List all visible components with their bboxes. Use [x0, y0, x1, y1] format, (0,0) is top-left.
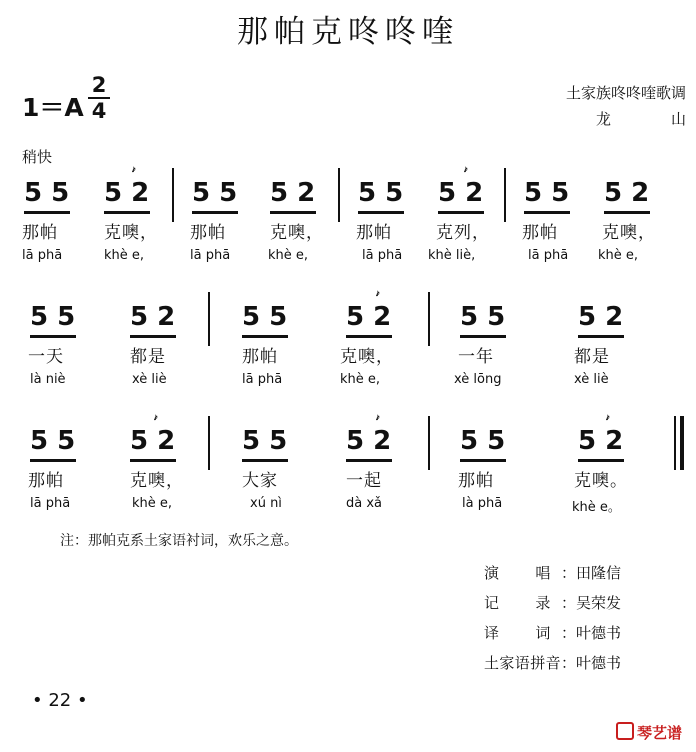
pinyin: khè e, — [598, 248, 639, 263]
footnote: 注：那帕克系土家语衬词，欢乐之意。 — [60, 533, 298, 549]
beam-underline — [524, 211, 570, 214]
credit-label: 记 录： — [484, 594, 576, 612]
pinyin: khè e。 — [572, 500, 621, 515]
pinyin: là niè — [30, 372, 66, 387]
beam-underline — [242, 335, 288, 338]
pinyin: xè lōng — [454, 372, 502, 387]
note-group: 5 2 — [578, 302, 624, 332]
credit-name: 叶德书 — [576, 654, 622, 672]
note-group: 5 5 — [524, 178, 570, 208]
beam-underline — [604, 211, 650, 214]
pinyin: lā phā — [528, 248, 569, 263]
note-group: 5 5 — [460, 426, 506, 456]
credit-name: 叶德书 — [576, 624, 622, 642]
lyric: 克列， — [436, 223, 490, 243]
source-region: 龙 山 — [595, 110, 686, 128]
beam-underline — [578, 335, 624, 338]
beam-underline — [130, 335, 176, 338]
note-group: 5 2 — [130, 426, 176, 456]
beam-underline — [346, 459, 392, 462]
credit-label: 土家语拼音： — [484, 654, 576, 672]
final-barline-thick — [680, 416, 684, 470]
note-group: 5 5 — [30, 302, 76, 332]
lyric: 那帕 — [522, 223, 558, 243]
lyric: 那帕 — [458, 471, 494, 491]
beam-underline — [346, 335, 392, 338]
lyric: 克噢， — [602, 223, 656, 243]
trill-ornament-icon: 𝆔 — [376, 412, 379, 423]
credit-translator — [484, 622, 621, 643]
note-group: 5 2 — [438, 178, 484, 208]
credit-performer — [484, 562, 621, 583]
lyric: 一起 — [346, 471, 382, 491]
pinyin: lā phā — [190, 248, 231, 263]
credit-name: 田隆信 — [576, 564, 622, 582]
note-group: 5 2 — [270, 178, 316, 208]
credit-label: 演 唱： — [484, 564, 576, 582]
barline — [172, 168, 174, 222]
barline — [208, 416, 210, 470]
lyric: 都是 — [574, 347, 610, 367]
note-group: 5 5 — [358, 178, 404, 208]
pinyin: khè liè, — [428, 248, 476, 263]
barline — [208, 292, 210, 346]
beam-underline — [358, 211, 404, 214]
lyric: 一天 — [28, 347, 64, 367]
trill-ornament-icon: 𝆔 — [464, 164, 467, 175]
pinyin: lā phā — [30, 496, 71, 511]
lyric: 那帕 — [190, 223, 226, 243]
beam-underline — [270, 211, 316, 214]
pinyin: lā phā — [362, 248, 403, 263]
credit-label: 译 词： — [484, 624, 576, 642]
lyric: 克噢， — [270, 223, 324, 243]
barline — [428, 292, 430, 346]
beam-underline — [24, 211, 70, 214]
lyric: 克噢。 — [574, 471, 628, 491]
beam-underline — [30, 335, 76, 338]
trill-ornament-icon: 𝆔 — [132, 164, 135, 175]
beam-underline — [438, 211, 484, 214]
barline — [338, 168, 340, 222]
beam-underline — [192, 211, 238, 214]
note-group: 5 5 — [242, 302, 288, 332]
trill-ornament-icon: 𝆔 — [606, 412, 609, 423]
pinyin: xú nì — [250, 496, 282, 511]
barline — [504, 168, 506, 222]
credit-recorder — [484, 592, 621, 613]
beam-underline — [104, 211, 150, 214]
trill-ornament-icon: 𝆔 — [376, 288, 379, 299]
note-group: 5 5 — [460, 302, 506, 332]
lyric: 那帕 — [22, 223, 58, 243]
trill-ornament-icon: 𝆔 — [154, 412, 157, 423]
lyric: 那帕 — [28, 471, 64, 491]
pinyin: xè liè — [574, 372, 609, 387]
pinyin: khè e, — [132, 496, 173, 511]
source-ethnic-tune: 土家族咚咚喹歌调 — [565, 84, 686, 102]
note-group: 5 2 — [346, 426, 392, 456]
tempo-marking: 稍快 — [22, 148, 53, 166]
credit-pinyin — [484, 652, 621, 673]
lyric: 大家 — [242, 471, 278, 491]
beam-underline — [460, 459, 506, 462]
note-group: 5 2 — [604, 178, 650, 208]
beam-underline — [578, 459, 624, 462]
note-group: 5 2 — [346, 302, 392, 332]
note-group: 5 5 — [24, 178, 70, 208]
credit-name: 吴荣发 — [576, 594, 622, 612]
note-group: 5 2 — [130, 302, 176, 332]
barline — [428, 416, 430, 470]
pinyin: khè e, — [104, 248, 145, 263]
pinyin: xè liè — [132, 372, 167, 387]
beam-underline — [460, 335, 506, 338]
time-signature — [88, 74, 110, 122]
lyric: 那帕 — [242, 347, 278, 367]
beam-underline — [242, 459, 288, 462]
lyric: 克噢， — [340, 347, 394, 367]
time-signature-bottom: 4 — [91, 99, 107, 123]
lyric: 克噢， — [104, 223, 158, 243]
lyric: 都是 — [130, 347, 166, 367]
note-group: 5 5 — [242, 426, 288, 456]
beam-underline — [30, 459, 76, 462]
lyric: 那帕 — [356, 223, 392, 243]
watermark-icon — [616, 722, 634, 740]
pinyin: dà xǎ — [346, 496, 383, 511]
final-barline-thin — [674, 416, 676, 470]
note-group: 5 5 — [30, 426, 76, 456]
key-signature: 1＝A — [22, 93, 84, 122]
note-group: 5 5 — [192, 178, 238, 208]
time-signature-top: 2 — [91, 73, 107, 97]
note-group: 5 2 — [578, 426, 624, 456]
pinyin: là phā — [462, 496, 503, 511]
pinyin: lā phā — [22, 248, 63, 263]
song-title: 那帕克咚咚喹 — [237, 14, 459, 50]
note-group: 5 2 — [104, 178, 150, 208]
lyric: 一年 — [458, 347, 494, 367]
page-number: • 22 • — [32, 690, 88, 711]
pinyin: khè e, — [340, 372, 381, 387]
pinyin: lā phā — [242, 372, 283, 387]
watermark-logo — [616, 722, 682, 743]
watermark-text: 琴艺谱 — [636, 724, 682, 742]
beam-underline — [130, 459, 176, 462]
lyric: 克噢， — [130, 471, 184, 491]
pinyin: khè e, — [268, 248, 309, 263]
